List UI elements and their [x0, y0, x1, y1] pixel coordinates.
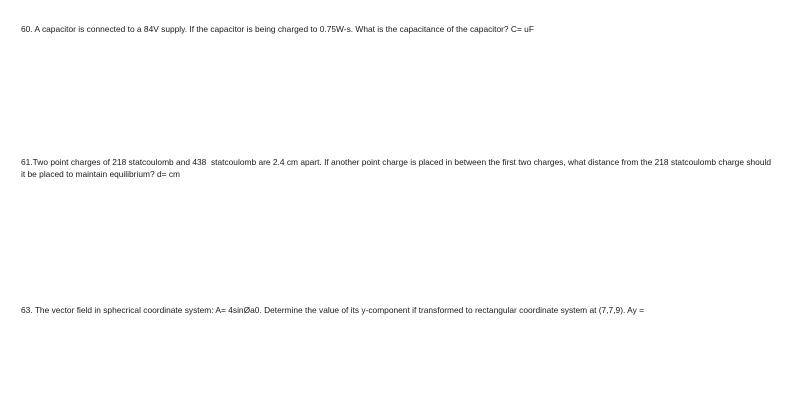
- question-60-text: 60. A capacitor is connected to a 84V supply. If the capacitor is being charged to 0.75W-s. What is the capacitance of the capacitor? C= uF: [21, 24, 534, 34]
- question-63-text: 63. The vector field in sphecrical coordinate system: A= 4sinØa0. Determine the value of its y-component if transformed to rectangular coordinate system at (7,7,9). Ay =: [21, 305, 645, 315]
- question-61-text: 61.Two point charges of 218 statcoulomb and 438 statcoulomb are 2.4 cm apart. If another point charge is placed in between the first two charges, what distance from the 218 statcoulomb charge should it be placed to maintain equilibrium? d= cm: [21, 157, 774, 179]
